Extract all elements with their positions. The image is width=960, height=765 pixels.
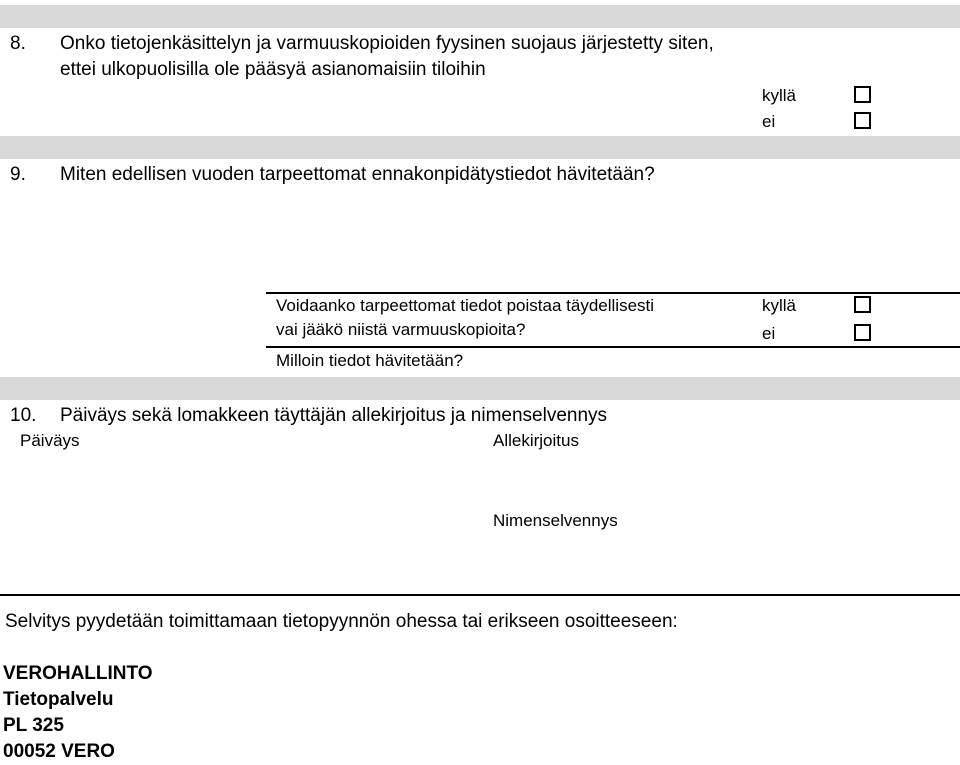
question-8-yes-checkbox[interactable] — [854, 86, 871, 103]
question-10-bottom-rule — [0, 594, 960, 596]
date-label: Päiväys — [20, 431, 80, 450]
address-line-po-box: PL 325 — [3, 715, 64, 736]
question-9-number: 9. — [10, 164, 26, 185]
question-8-text-line1: Onko tietojenkäsittelyn ja varmuuskopioiden fyysinen suojaus järjestetty siten, — [60, 33, 714, 54]
question-9-yes-label: kyllä — [762, 296, 797, 315]
question-8-no-checkbox[interactable] — [854, 112, 871, 129]
question-10-number: 10. — [10, 405, 37, 426]
question-9-yes-checkbox[interactable] — [854, 296, 871, 313]
question-8-number: 8. — [10, 33, 26, 54]
question-9-sub-middle-rule — [266, 346, 960, 348]
question-10-band — [0, 377, 960, 400]
question-8-band — [0, 5, 960, 28]
question-9-when-label: Milloin tiedot hävitetään? — [276, 351, 464, 370]
question-9-sub-line2: vai jääkö niistä varmuuskopioita? — [276, 320, 526, 339]
address-block — [3, 661, 153, 765]
question-8-no-label: ei — [762, 112, 776, 131]
question-9-sub-line1: Voidaanko tarpeettomat tiedot poistaa täydellisesti — [276, 296, 655, 315]
signature-label: Allekirjoitus — [493, 431, 579, 450]
question-8-yes-label: kyllä — [762, 86, 797, 105]
name-clarification-label: Nimenselvennys — [493, 511, 618, 530]
address-line-postcode: 00052 VERO — [3, 741, 115, 762]
question-9-text: Miten edellisen vuoden tarpeettomat ennakonpidätystiedot hävitetään? — [60, 164, 655, 185]
question-9-sub-top-rule — [266, 292, 960, 294]
footer-instruction: Selvitys pyydetään toimittamaan tietopyynnön ohessa tai erikseen osoitteeseen: — [5, 611, 678, 632]
question-8-text-line2: ettei ulkopuolisilla ole pääsyä asianomaisiin tiloihin — [60, 59, 486, 80]
address-line-department: Tietopalvelu — [3, 689, 114, 710]
address-line-agency: VEROHALLINTO — [3, 663, 153, 684]
question-10-text: Päiväys sekä lomakkeen täyttäjän allekirjoitus ja nimenselvennys — [60, 405, 608, 426]
question-9-no-label: ei — [762, 324, 776, 343]
question-9-no-checkbox[interactable] — [854, 324, 871, 341]
question-9-band — [0, 136, 960, 159]
